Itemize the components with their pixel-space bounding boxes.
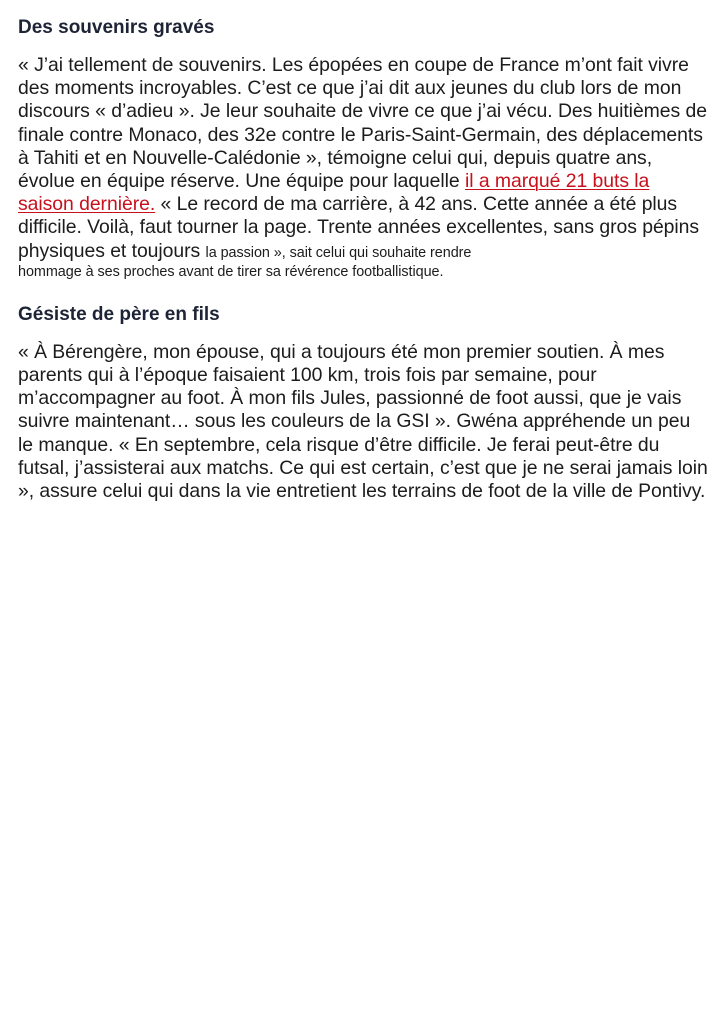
- section-heading-souvenirs: Des souvenirs gravés: [18, 17, 215, 38]
- section-heading-gesiste: Gésiste de père en fils: [18, 303, 220, 325]
- paragraph-souvenirs: [18, 54, 710, 279]
- paragraph-small-tail-line2: hommage à ses proches avant de tirer sa révérence footballistique.: [18, 263, 444, 280]
- article-link-21-buts[interactable]: il a marqué 21 buts la saison dernière.: [18, 170, 650, 216]
- paragraph-small-tail: la passion », sait celui qui souhaite rendre: [205, 244, 472, 261]
- section-souvenirs: [18, 14, 710, 279]
- section-gesiste: [18, 301, 710, 503]
- paragraph-text-after-link: « Le record de ma carrière, à 42 ans. Cette année a été plus difficile. Voilà, faut tourner la page. Trente années excellentes, sans gros pépins physiques et toujours: [18, 193, 700, 262]
- heading-spacer: [18, 42, 710, 54]
- paragraph-text-before-link: « J’ai tellement de souvenirs. Les épopées en coupe de France m’ont fait vivre des moments incroyables. C’est ce que j’ai dit aux jeunes du club lors de mon discours « d’adieu ». Je leur souhaite de vivre ce que j’ai vécu. Des huitièmes de finale contre Monaco, des 32e contre le Paris-Saint-Germain, des déplacements à Tahiti et en Nouvelle-Calédonie », témoigne celui qui, depuis quatre ans, évolue en équipe réserve. Une équipe pour laquelle: [18, 54, 707, 193]
- paragraph-gesiste: « À Bérengère, mon épouse, qui a toujours été mon premier soutien. À mes parents qui à l’époque faisaient 100 km, trois fois par semaine, pour m’accompagner au foot. À mon fils Jules, passionné de foot aussi, que je vais suivre maintenant… sous les couleurs de la GSI ». Gwéna appréhende un peu le manque. « En septembre, cela risque d’être difficile. Je ferai peut-être du futsal, j’assisterai aux matchs. Ce qui est certain, c’est que je ne serai jamais loin », assure celui qui dans la vie entretient les terrains de foot de la ville de Pontivy.: [18, 340, 708, 503]
- article-page: [18, 14, 710, 503]
